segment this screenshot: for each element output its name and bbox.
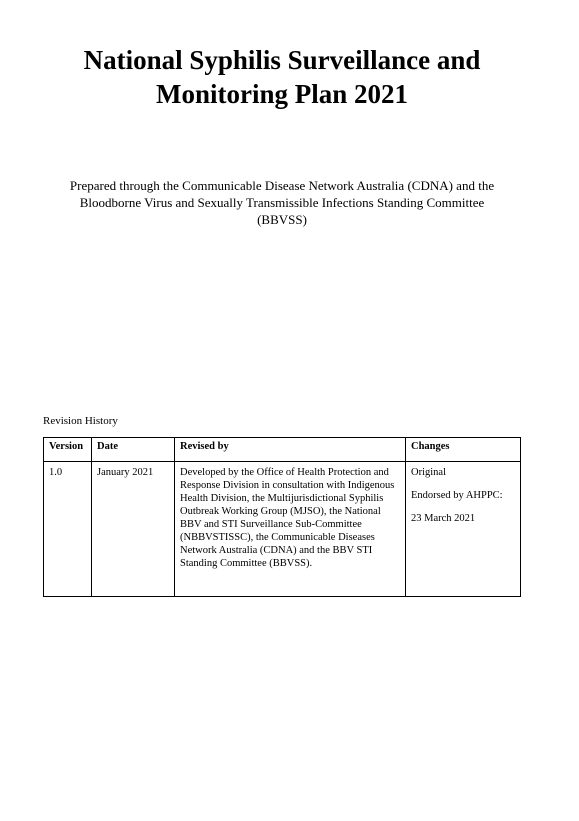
revision-history-label: Revision History [43,415,118,427]
header-revised-by: Revised by [175,438,406,462]
table-header-row [44,438,521,462]
cell-changes [406,462,521,597]
title-line-1: National Syphilis Surveillance and [83,45,481,75]
change-endorsed: Endorsed by AHPPC: [411,490,503,501]
prepared-line-1: Prepared through the Communicable Disease Network Australia (CDNA) and the [69,178,495,193]
change-date: 23 March 2021 [411,513,476,524]
title-line-2: Monitoring Plan 2021 [155,79,408,109]
cell-revised-by: Developed by the Office of Health Protection and Response Division in consultation with Indigenous Health Division, the Multijurisdictional Syphilis Outbreak Working Group (MJSO), the National BBV and STI Surveillance Sub-Committee (NBBVSTISSC), the Communicable Diseases Network Australia (CDNA) and the BBV STI Standing Committee (BBVSS). [175,462,406,597]
change-original: Original [411,467,446,478]
prepared-line-2: Bloodborne Virus and Sexually Transmissible Infections Standing Committee [79,195,485,210]
header-version: Version [44,438,92,462]
cell-date: January 2021 [92,462,175,597]
cell-version: 1.0 [44,462,92,597]
revision-history-table [43,437,521,597]
document-title [0,43,564,111]
header-date: Date [92,438,175,462]
prepared-through-statement [0,177,564,228]
prepared-line-3: (BBVSS) [257,212,307,227]
table-row [44,462,521,597]
header-changes: Changes [406,438,521,462]
